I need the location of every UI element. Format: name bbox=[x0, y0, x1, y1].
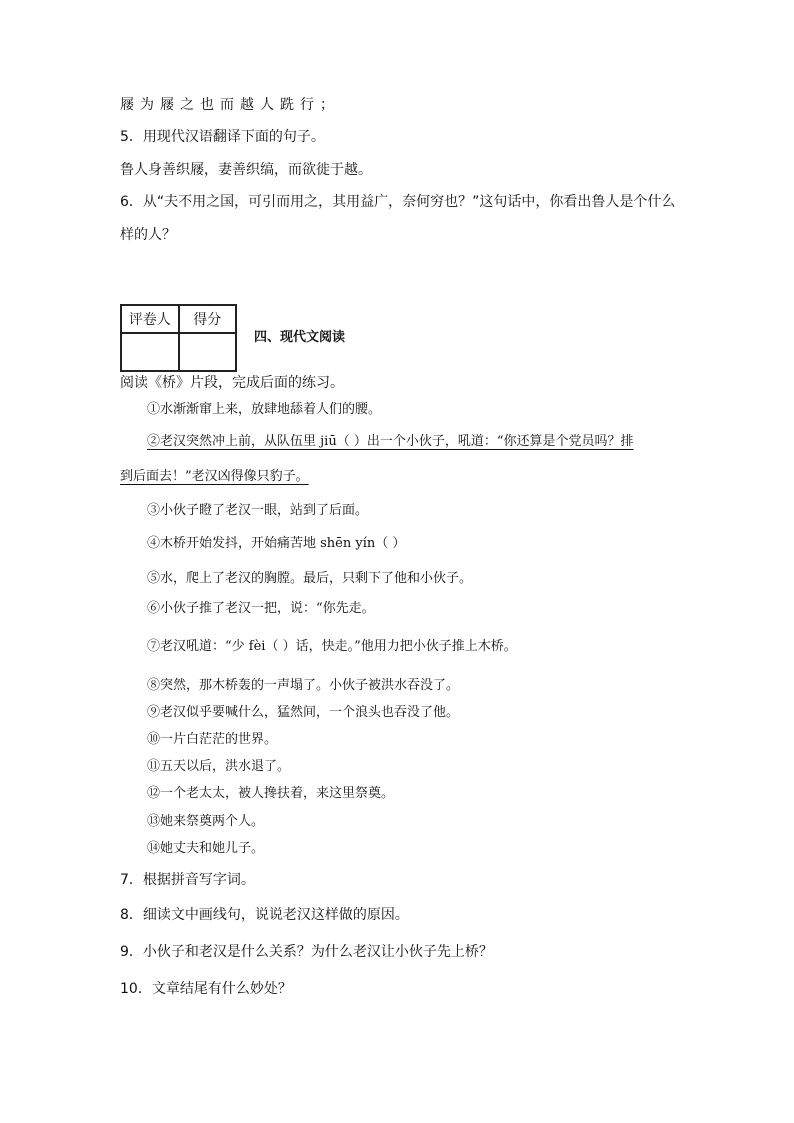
passage-line-underlined: ②老汉突然冲上前，从队伍里 jiū（ ）出一个小伙子，吼道：“你还算是个党员吗？排 bbox=[147, 434, 634, 449]
passage-line: ⑬她来祭奠两个人。 bbox=[147, 814, 265, 829]
passage-line: ⑧突然，那木桥轰的一声塌了。小伙子被洪水吞没了。 bbox=[147, 678, 460, 693]
score-table-reviewer-header: 评卷人 bbox=[121, 305, 179, 333]
question-5: 5．用现代汉语翻译下面的句子。 bbox=[120, 129, 325, 145]
passage-line: ⑨老汉似乎要喊什么，猛然间，一个浪头也吞没了他。 bbox=[147, 705, 460, 720]
passage-line: ⑭她丈夫和她儿子。 bbox=[147, 841, 265, 856]
score-table-score-header: 得分 bbox=[179, 305, 237, 333]
question-6-line-1: 6．从“夫不用之国，可引而用之，其用益广，奈何穷也？”这句话中，你看出鲁人是个什么 bbox=[120, 194, 676, 210]
passage-line: ⑦老汉吼道：“少 fèi（ ）话，快走。”他用力把小伙子推上木桥。 bbox=[147, 639, 517, 654]
question-9: 9．小伙子和老汉是什么关系？为什么老汉让小伙子先上桥？ bbox=[120, 944, 493, 960]
passage-line: ①水渐渐窜上来，放肆地舔着人们的腰。 bbox=[147, 402, 382, 417]
question-6-line-2: 样的人？ bbox=[120, 227, 176, 243]
reading-intro: 阅读《桥》片段，完成后面的练习。 bbox=[120, 375, 344, 391]
score-table-score-cell bbox=[179, 333, 237, 371]
classical-text-line: 屦为屦之也而越人跣行； bbox=[120, 97, 340, 113]
question-7: 7．根据拼音写字词。 bbox=[120, 872, 255, 888]
passage-line: ⑩一片白茫茫的世界。 bbox=[147, 732, 278, 747]
passage-line: ⑫一个老太太，被人搀扶着，来这里祭奠。 bbox=[147, 786, 395, 801]
question-8: 8．细读文中画线句，说说老汉这样做的原因。 bbox=[120, 907, 409, 923]
passage-line: ⑥小伙子推了老汉一把，说：“你先走。 bbox=[147, 601, 375, 616]
score-table-reviewer-cell bbox=[121, 333, 179, 371]
question-10: 10．文章结尾有什么妙处？ bbox=[120, 981, 292, 997]
passage-line: ⑪五天以后，洪水退了。 bbox=[147, 759, 291, 774]
score-table bbox=[120, 304, 237, 372]
passage-line: ⑤水，爬上了老汉的胸膛。最后，只剩下了他和小伙子。 bbox=[147, 571, 473, 586]
question-5-sentence: 鲁人身善织屦，妻善织缟，而欲徙于越。 bbox=[120, 162, 372, 178]
passage-line: ④木桥开始发抖，开始痛苦地 shēn yín（ ） bbox=[147, 536, 406, 551]
passage-line-underlined: 到后面去！”老汉凶得像只豹子。 bbox=[120, 469, 309, 484]
section-title: 四、现代文阅读 bbox=[254, 330, 346, 345]
passage-line: ③小伙子瞪了老汉一眼，站到了后面。 bbox=[147, 503, 369, 518]
